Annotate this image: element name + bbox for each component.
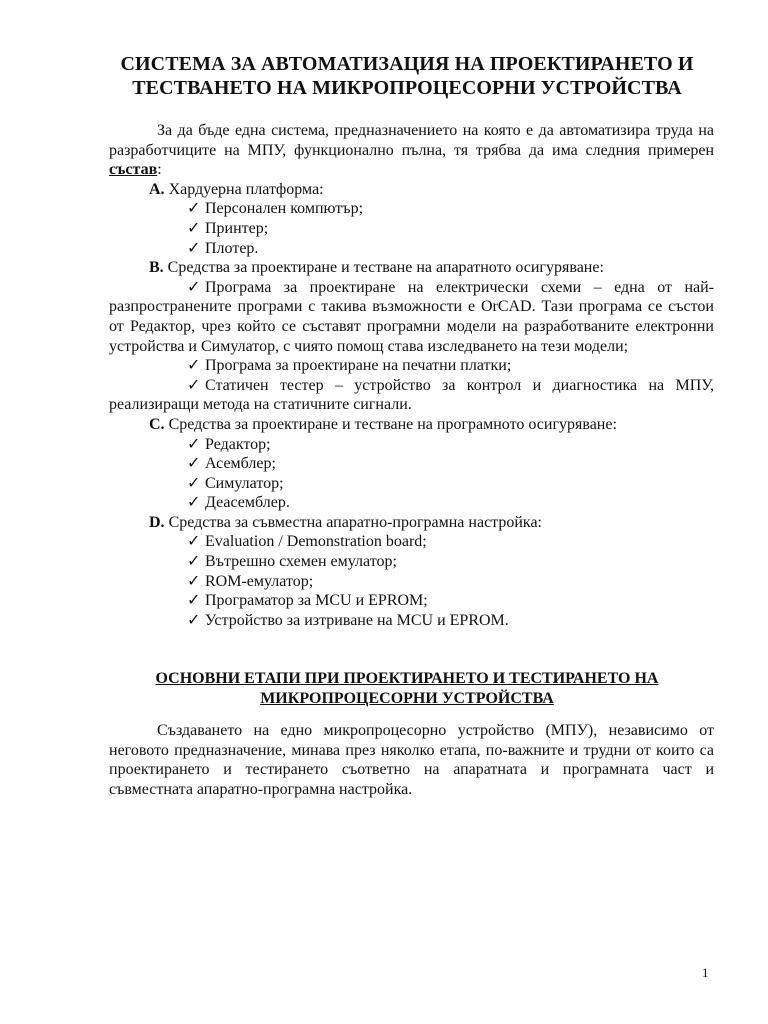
section-a-letter: A. (149, 180, 165, 198)
section-a-heading (109, 180, 714, 200)
section-c-item-1 (109, 435, 714, 455)
list-item-text: Устройство за изтриване на MCU и EPROM. (205, 611, 509, 629)
list-item-text: Деасемблер. (205, 494, 290, 512)
section-c-label: Средства за проектиране и тестване на програмното осигуряване: (168, 415, 617, 433)
section-b-letter: B. (149, 259, 164, 277)
stages-section (109, 721, 714, 799)
checkmark-icon: ✓ (187, 435, 201, 453)
list-item-text: Симулатор; (205, 474, 284, 492)
stages-paragraph: Създаването на едно микропроцесорно устройство (МПУ), независимо от неговото предназначение, минава през няколко етапа, по-важните и трудни от които са проектирането и тестирането съответно на апаратната и програмната част и съвместната апаратно-програмна настройка. (109, 722, 714, 798)
section-b-item-2 (109, 356, 714, 376)
section-a-item-3 (109, 239, 714, 259)
section-a-item-2 (109, 219, 714, 239)
checkmark-icon: ✓ (187, 455, 201, 473)
list-item-text: Програматор за MCU и EPROM; (205, 592, 428, 610)
intro-colon: : (157, 161, 162, 179)
checkmark-icon: ✓ (187, 474, 201, 492)
list-item-text: Програма за проектиране на печатни платки; (205, 357, 512, 375)
section-d-item-3 (109, 572, 714, 592)
checkmark-icon: ✓ (187, 533, 201, 551)
list-item-text: Вътрешно схемен емулатор; (205, 553, 397, 571)
section-b-heading (109, 258, 714, 278)
list-item-text: Програма за проектиране на електрически схеми – една от най-разпространените програми с такива възможности е OrCAD. Тази програма се състои от Редактор, чрез който се съставят програмни модели на разработваните електронни устройства и Симулатор, с чиято помощ става изследването на тези модели; (109, 278, 714, 355)
section-d-item-2 (109, 552, 714, 572)
list-item-text: Статичен тестер – устройство за контрол и диагностика на МПУ, реализиращи метода на статичните сигнали. (109, 376, 714, 414)
checkmark-icon: ✓ (187, 200, 201, 218)
checkmark-icon: ✓ (187, 611, 201, 629)
checkmark-icon: ✓ (187, 357, 201, 375)
list-item-text: Персонален компютър; (205, 200, 364, 218)
intro-emphasis: състав (109, 161, 158, 179)
section-d-item-4 (109, 591, 714, 611)
page-number: 1 (702, 965, 709, 980)
list-item-text: Редактор; (205, 435, 271, 453)
section-title-line-1: ОСНОВНИ ЕТАПИ ПРИ ПРОЕКТИРАНЕТО И ТЕСТИРАНЕТО НА (155, 670, 659, 687)
checkmark-icon: ✓ (187, 572, 201, 590)
intro-paragraph (109, 121, 714, 180)
section-d-heading (109, 513, 714, 533)
section-title-line-2: МИКРОПРОЦЕСОРНИ УСТРОЙСТВА (260, 690, 554, 707)
document-title-line-1: СИСТЕМА ЗА АВТОМАТИЗАЦИЯ НА ПРОЕКТИРАНЕТО И (120, 53, 694, 75)
checkmark-icon: ✓ (187, 592, 201, 610)
section-a-item-1 (109, 199, 714, 219)
document-title-line-2: ТЕСТВАНЕТО НА МИКРОПРОЦЕСОРНИ УСТРОЙСТВА (132, 77, 682, 99)
section-a-label: Хардуерна платформа: (168, 180, 324, 198)
section-d-letter: D. (149, 513, 165, 531)
intro-text: За да бъде една система, предназначението на която е да автоматизира труда на разработчиците на МПУ, функционално пълна, тя трябва да има следния примерен (109, 122, 714, 159)
checkmark-icon: ✓ (187, 219, 201, 237)
section-d-label: Средства за съвместна апаратно-програмна настройка: (168, 513, 542, 531)
list-item-text: Evaluation / Demonstration board; (205, 533, 427, 551)
list-item-text: Плотер. (205, 239, 259, 257)
list-item-text: Асемблер; (205, 455, 276, 473)
section-b-label: Средства за проектиране и тестване на апаратното осигуряване: (167, 259, 604, 277)
checkmark-icon: ✓ (187, 376, 201, 394)
checkmark-icon: ✓ (187, 494, 201, 512)
list-item-text: Принтер; (205, 219, 269, 237)
section-c-heading (109, 415, 714, 435)
checkmark-icon: ✓ (187, 553, 201, 571)
checkmark-icon: ✓ (187, 239, 201, 257)
checkmark-icon: ✓ (187, 278, 201, 296)
section-b-item-3 (109, 376, 714, 415)
section-c-letter: C. (149, 415, 165, 433)
list-item-text: ROM-емулатор; (205, 572, 314, 590)
section-d-item-5 (109, 611, 714, 631)
section-c-item-4 (109, 493, 714, 513)
section-b-item-1 (109, 278, 714, 356)
section-d-item-1 (109, 532, 714, 552)
section-c-item-3 (109, 474, 714, 494)
section-c-item-2 (109, 454, 714, 474)
composition-section (109, 121, 714, 630)
